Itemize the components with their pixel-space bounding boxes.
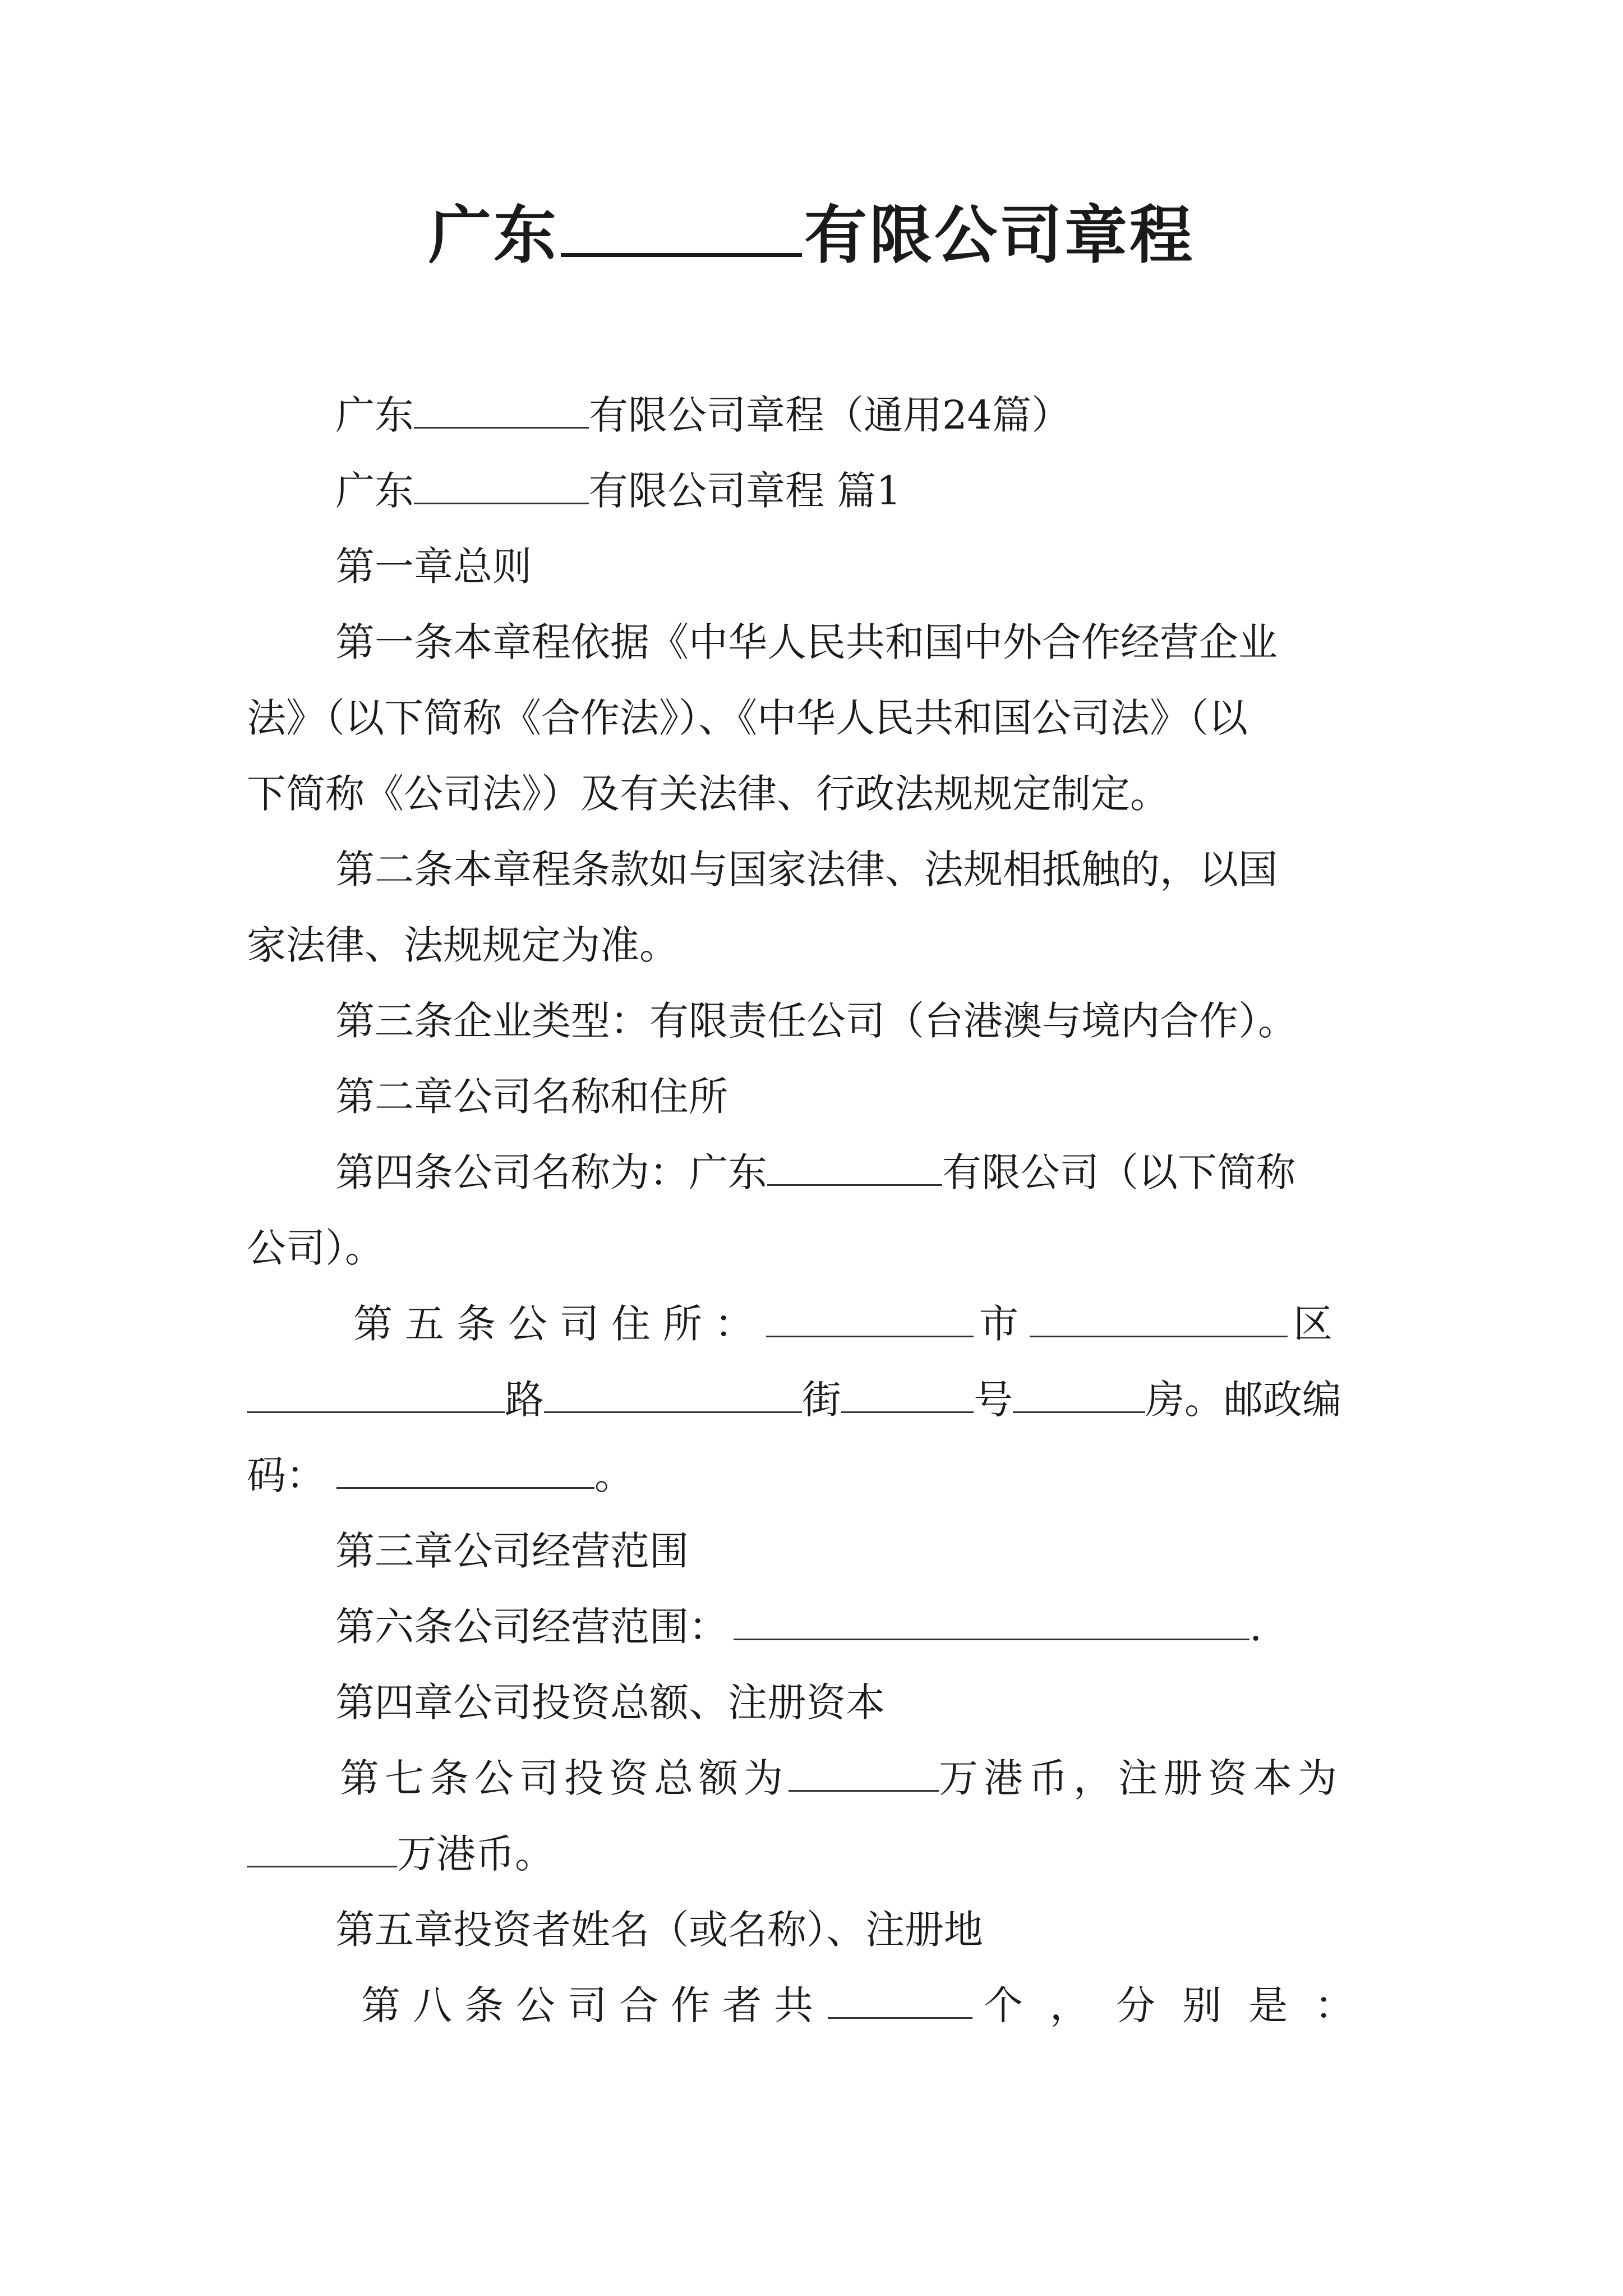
name-blank bbox=[414, 392, 589, 429]
road-blank bbox=[247, 1377, 505, 1413]
address-line: 路 街 号 房。邮政编 bbox=[247, 1372, 1341, 1428]
title-suffix: 有限公司章程 bbox=[804, 199, 1195, 272]
paragraph-line: 法》（以下简称《合作法》）、《中华人民共和国公司法》（以 bbox=[247, 695, 1248, 741]
chapter-heading: 第二章公司名称和住所 bbox=[335, 1074, 728, 1120]
postcode-blank bbox=[336, 1452, 594, 1489]
chapter-heading: 第四章公司投资总额、注册资本 bbox=[335, 1680, 885, 1726]
address-line: 第五条公司住所： 市 区 bbox=[353, 1301, 1332, 1347]
number-blank bbox=[841, 1377, 974, 1413]
paragraph-line: 第四条公司名称为：广东 有限公司（以下简称 bbox=[335, 1149, 1295, 1195]
paragraph-line: 家法律、法规规定为准。 bbox=[247, 922, 679, 968]
partner-count-blank bbox=[828, 1982, 972, 2019]
section-heading: 广东 有限公司章程 篇1 bbox=[335, 468, 901, 514]
name-blank bbox=[414, 468, 589, 504]
paragraph-line: 第七条公司投资总额为 万港币，注册资本为 bbox=[340, 1755, 1343, 1801]
document-subtitle: 广东 有限公司章程（通用24篇） bbox=[335, 392, 1071, 438]
postcode-line: 码： 。 bbox=[247, 1452, 634, 1498]
paragraph-line: 第一条本章程依据《中华人民共和国中外合作经营企业 bbox=[335, 619, 1278, 665]
paragraph-line: 第六条公司经营范围： . bbox=[335, 1604, 1262, 1650]
chapter-heading: 第三章公司经营范围 bbox=[335, 1528, 689, 1574]
street-blank bbox=[544, 1377, 802, 1413]
title-blank bbox=[561, 203, 802, 257]
document-title bbox=[0, 191, 1623, 280]
registered-capital-blank bbox=[247, 1831, 397, 1867]
paragraph-line: 第八条公司合作者共 个，分别是： bbox=[361, 1982, 1381, 2028]
chapter-heading: 第五章投资者姓名（或名称）、注册地 bbox=[335, 1907, 983, 1953]
chapter-heading: 第一章总则 bbox=[335, 544, 532, 590]
title-prefix: 广东 bbox=[428, 199, 559, 272]
city-blank bbox=[766, 1301, 974, 1337]
company-name-blank bbox=[767, 1149, 942, 1186]
district-blank bbox=[1030, 1301, 1288, 1337]
paragraph-line: 第二条本章程条款如与国家法律、法规相抵触的，以国 bbox=[335, 846, 1278, 892]
paragraph-line: 第三条企业类型：有限责任公司（台港澳与境内合作）。 bbox=[335, 998, 1297, 1044]
paragraph-line: 公司）。 bbox=[247, 1225, 384, 1271]
paragraph-line: 下简称《公司法》）及有关法律、行政法规规定制定。 bbox=[247, 771, 1169, 817]
paragraph-line: 万港币。 bbox=[247, 1826, 554, 1882]
business-scope-blank bbox=[734, 1604, 1249, 1640]
total-investment-blank bbox=[789, 1755, 939, 1792]
room-blank bbox=[1013, 1377, 1145, 1413]
